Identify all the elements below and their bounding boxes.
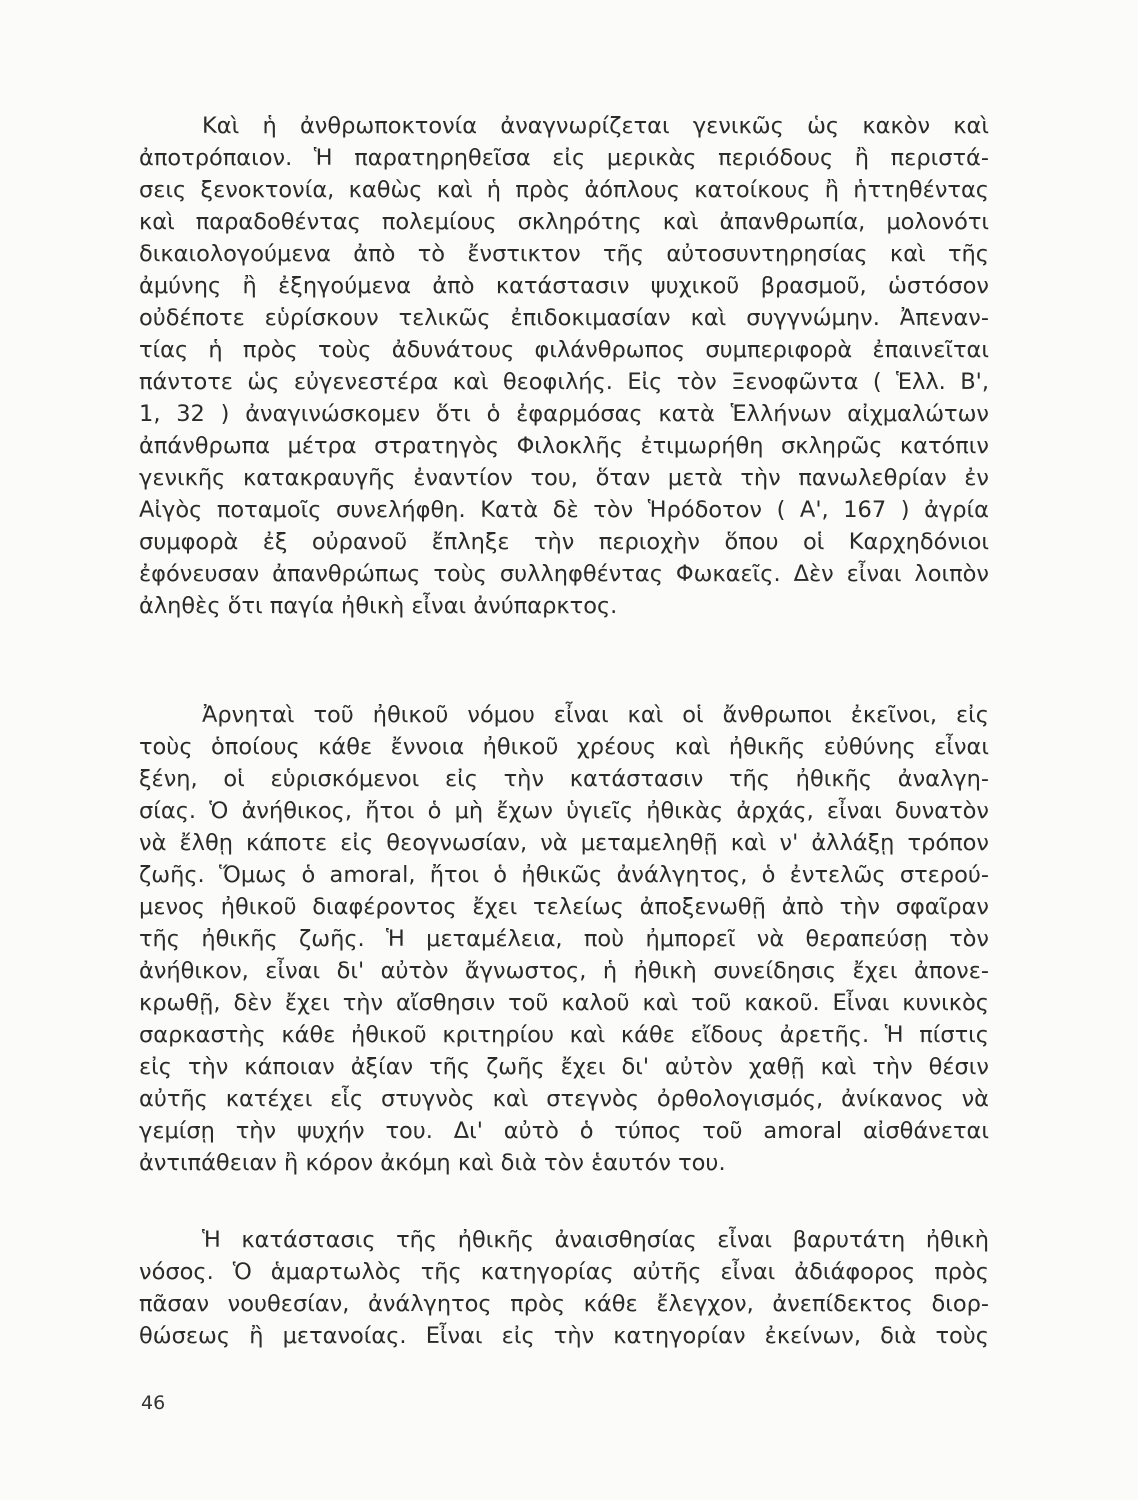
text-line: τοὺς ὁποίους κάθε ἔννοια ἠθικοῦ χρέους καὶ ἠθικῆς εὐθύνης εἶναι xyxy=(139,734,989,760)
text-line: τίας ἡ πρὸς τοὺς ἀδυνάτους φιλάνθρωπος συμπεριφορὰ ἐπαινεῖται xyxy=(139,337,989,363)
text-line: τῆς ἠθικῆς ζωῆς. Ἡ μεταμέλεια, ποὺ ἠμπορεῖ νὰ θεραπεύσῃ τὸν xyxy=(139,926,989,952)
text-line: ἀπάνθρωπα μέτρα στρατηγὸς Φιλοκλῆς ἐτιμωρήθη σκληρῶς κατόπιν xyxy=(139,433,989,459)
text-line: ἀνήθικον, εἶναι δι' αὐτὸν ἄγνωστος, ἡ ἠθικὴ συνείδησις ἔχει ἀπονε- xyxy=(139,958,989,984)
text-line: καὶ παραδοθέντας πολεμίους σκληρότης καὶ ἀπανθρωπία, μολονότι xyxy=(139,209,989,235)
text-line: σίας. Ὁ ἀνήθικος, ἤτοι ὁ μὴ ἔχων ὑγιεῖς ἠθικὰς ἀρχάς, εἶναι δυνατὸν xyxy=(139,798,989,824)
text-line: 1, 32 ) ἀναγινώσκομεν ὅτι ὁ ἐφαρμόσας κατὰ Ἑλλήνων αἰχμαλώτων xyxy=(139,401,989,427)
paragraph-3 xyxy=(139,1224,989,1352)
text-line: εἰς τὴν κάποιαν ἀξίαν τῆς ζωῆς ἔχει δι' αὐτὸν χαθῇ καὶ τὴν θέσιν xyxy=(139,1054,989,1080)
text-line: κρωθῇ, δὲν ἔχει τὴν αἴσθησιν τοῦ καλοῦ καὶ τοῦ κακοῦ. Εἶναι κυνικὸς xyxy=(139,990,989,1016)
text-line: πᾶσαν νουθεσίαν, ἀνάλγητος πρὸς κάθε ἔλεγχον, ἀνεπίδεκτος διορ- xyxy=(139,1291,989,1317)
text-line: μενος ἠθικοῦ διαφέροντος ἔχει τελείως ἀποξενωθῇ ἀπὸ τὴν σφαῖραν xyxy=(139,894,989,920)
text-line: ζωῆς. Ὅμως ὁ amoral, ἤτοι ὁ ἠθικῶς ἀνάλγητος, ὁ ἐντελῶς στερού- xyxy=(139,862,989,888)
text-line: ἀμύνης ἢ ἐξηγούμενα ἀπὸ κατάστασιν ψυχικοῦ βρασμοῦ, ὡστόσον xyxy=(139,273,989,299)
text-line: ἀληθὲς ὅτι παγία ἠθικὴ εἶναι ἀνύπαρκτος. xyxy=(139,593,618,619)
page-number: 46 xyxy=(141,1392,166,1414)
text-line: σαρκαστὴς κάθε ἠθικοῦ κριτηρίου καὶ κάθε εἴδους ἀρετῆς. Ἡ πίστις xyxy=(139,1022,989,1048)
text-line: συμφορὰ ἐξ οὐρανοῦ ἔπληξε τὴν περιοχὴν ὅπου οἱ Καρχηδόνιοι xyxy=(139,529,989,555)
text-line: ἀποτρόπαιον. Ἡ παρατηρηθεῖσα εἰς μερικὰς περιόδους ἢ περιστά- xyxy=(139,145,989,171)
text-line: Αἰγὸς ποταμοῖς συνελήφθη. Κατὰ δὲ τὸν Ἡρόδοτον ( Α', 167 ) ἀγρία xyxy=(139,497,989,523)
text-line: Ἡ κατάστασις τῆς ἠθικῆς ἀναισθησίας εἶναι βαρυτάτη ἠθικὴ xyxy=(202,1227,989,1253)
text-line: δικαιολογούμενα ἀπὸ τὸ ἔνστικτον τῆς αὐτοσυντηρησίας καὶ τῆς xyxy=(139,241,989,267)
paragraph-2 xyxy=(139,699,989,1179)
text-line: Καὶ ἡ ἀνθρωποκτονία ἀναγνωρίζεται γενικῶς ὡς κακὸν καὶ xyxy=(202,113,989,139)
text-line: γενικῆς κατακραυγῆς ἐναντίον του, ὅταν μετὰ τὴν πανωλεθρίαν ἐν xyxy=(139,465,989,491)
text-line: θώσεως ἢ μετανοίας. Εἶναι εἰς τὴν κατηγορίαν ἐκείνων, διὰ τοὺς xyxy=(139,1323,989,1349)
text-line: ἐφόνευσαν ἀπανθρώπως τοὺς συλληφθέντας Φωκαεῖς. Δὲν εἶναι λοιπὸν xyxy=(139,561,989,587)
text-line: ξένη, οἱ εὑρισκόμενοι εἰς τὴν κατάστασιν τῆς ἠθικῆς ἀναλγη- xyxy=(139,766,989,792)
paragraph-1 xyxy=(139,110,989,622)
text-line: αὐτῆς κατέχει εἷς στυγνὸς καὶ στεγνὸς ὀρθολογισμός, ἀνίκανος νὰ xyxy=(139,1086,989,1112)
text-line: νόσος. Ὁ ἁμαρτωλὸς τῆς κατηγορίας αὐτῆς εἶναι ἀδιάφορος πρὸς xyxy=(139,1259,989,1285)
text-line: Ἀρνηταὶ τοῦ ἠθικοῦ νόμου εἶναι καὶ οἱ ἄνθρωποι ἐκεῖνοι, εἰς xyxy=(202,702,989,728)
text-line: ἀντιπάθειαν ἢ κόρον ἀκόμη καὶ διὰ τὸν ἑαυτόν του. xyxy=(139,1150,726,1176)
text-line: οὐδέποτε εὑρίσκουν τελικῶς ἐπιδοκιμασίαν καὶ συγγνώμην. Ἀπεναν- xyxy=(139,305,989,331)
text-line: σεις ξενοκτονία, καθὼς καὶ ἡ πρὸς ἀόπλους κατοίκους ἢ ἡττηθέντας xyxy=(139,177,989,203)
text-line: γεμίσῃ τὴν ψυχήν του. Δι' αὐτὸ ὁ τύπος τοῦ amoral αἰσθάνεται xyxy=(139,1118,989,1144)
text-line: πάντοτε ὡς εὐγενεστέρα καὶ θεοφιλής. Εἰς τὸν Ξενοφῶντα ( Ἑλλ. Β', xyxy=(139,369,989,395)
text-line: νὰ ἔλθῃ κάποτε εἰς θεογνωσίαν, νὰ μεταμεληθῇ καὶ ν' ἀλλάξῃ τρόπον xyxy=(139,830,989,856)
